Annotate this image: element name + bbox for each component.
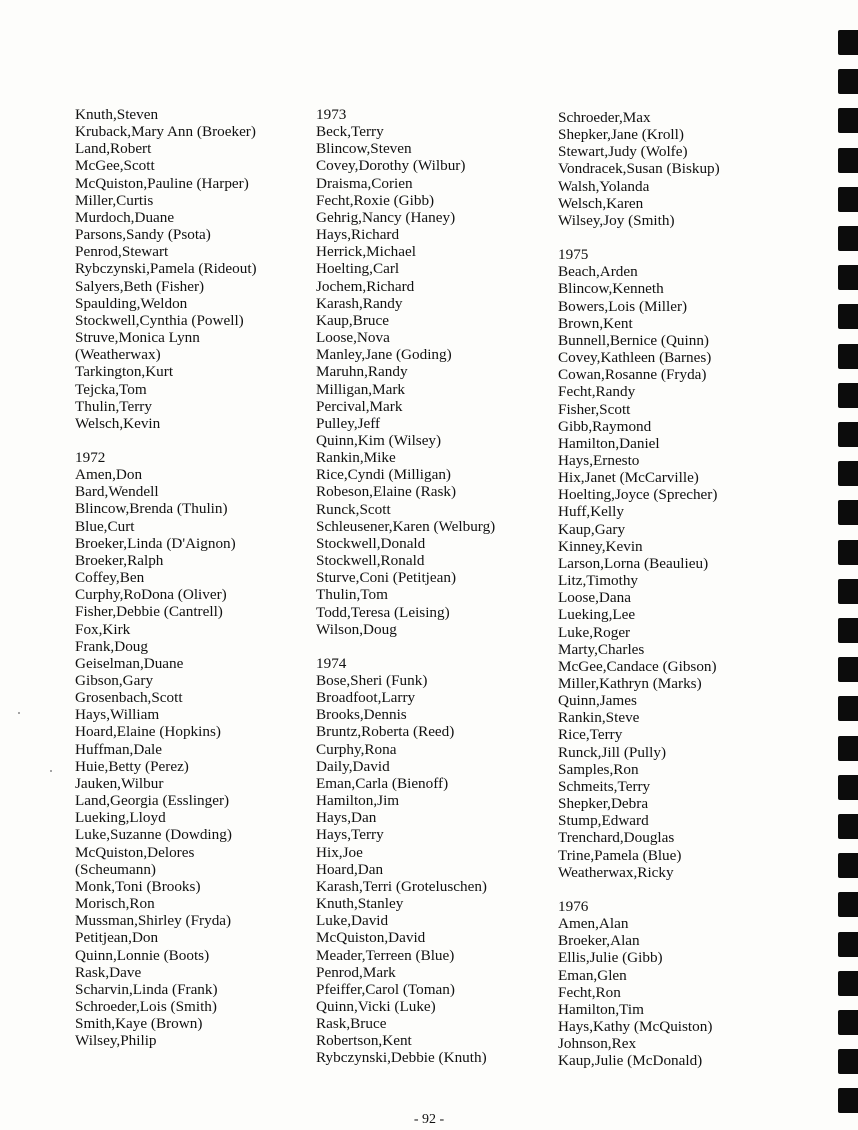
binding-ring [838,1088,858,1113]
name-entry: Weatherwax,Ricky [558,863,674,881]
name-entry: Kaup,Julie (McDonald) [558,1052,703,1070]
name-entry: Stump,Edward [558,812,649,830]
name-entry: Frank,Doug [75,637,148,655]
name-entry: Herrick,Michael [316,243,416,261]
name-entry: Fecht,Roxie (Gibb) [316,191,435,209]
name-entry: Loose,Dana [558,589,631,607]
name-entry: Quinn,Kim (Wilsey) [316,431,442,449]
name-entry: Tarkington,Kurt [75,363,174,381]
name-entry: Bose,Sheri (Funk) [316,672,428,689]
name-entry: Karash,Terri (Groteluschen) [316,877,487,895]
binding-ring [838,657,858,682]
speck [50,770,52,772]
binding-ring [838,422,858,447]
name-entry: Hamilton,Tim [558,1000,644,1018]
name-entry: Todd,Teresa (Leising) [316,603,450,621]
name-entry: Schroeder,Max [558,109,651,126]
name-entry: Meader,Terreen (Blue) [316,946,455,964]
name-entry: Hoelting,Joyce (Sprecher) [558,486,718,504]
page-number: - 92 - [413,1112,445,1127]
name-entry: Beck,Terry [316,123,384,141]
name-entry: Amen,Don [75,466,143,484]
name-column-2 [316,106,556,1067]
name-entry: Hays,Terry [316,826,384,844]
name-entry: Kaup,Gary [558,520,626,538]
name-entry: Draisma,Corien [316,174,413,192]
spiral-binding [836,20,858,1130]
name-entry: Fox,Kirk [75,620,131,638]
name-entry: Miller,Kathryn (Marks) [558,675,702,692]
name-entry: Lueking,Lee [558,606,636,624]
name-entry: Fisher,Debbie (Cantrell) [75,603,223,621]
name-entry: Spaulding,Weldon [75,294,188,312]
name-entry: Huff,Kelly [558,503,624,521]
binding-ring [838,344,858,369]
name-entry: Jochem,Richard [316,277,415,295]
binding-ring [838,187,858,212]
name-entry: Smith,Kaye (Brown) [75,1015,203,1033]
name-entry: Quinn,James [558,692,637,710]
name-entry: Hix,Joe [316,843,363,861]
name-entry: Trenchard,Douglas [558,829,675,847]
name-entry: Knuth,Stanley [316,895,404,913]
name-entry: Broadfoot,Larry [316,689,416,707]
name-column-3 [558,109,758,1069]
name-entry: Broeker,Linda (D'Aignon) [75,534,236,552]
name-entry: Sturve,Coni (Petitjean) [316,569,457,587]
name-entry: Bard,Wendell [75,483,159,501]
binding-ring [838,736,858,761]
name-entry: Blincow,Brenda (Thulin) [75,500,228,518]
name-entry: Stockwell,Donald [316,534,426,552]
name-entry: Hays,Richard [316,226,400,244]
name-entry: Blincow,Steven [316,140,412,158]
name-entry: Manley,Jane (Goding) [316,346,452,364]
name-entry: Trine,Pamela (Blue) [558,846,682,864]
name-entry: Jauken,Wilbur [75,774,164,792]
name-entry: Tejcka,Tom [75,380,147,398]
name-entry: Vondracek,Susan (Biskup) [558,160,720,178]
name-entry: Runck,Jill (Pully) [558,743,667,761]
name-entry: Land,Robert [75,140,152,158]
binding-ring [838,814,858,839]
name-entry: Gibson,Gary [75,672,154,689]
name-entry: Robertson,Kent [316,1032,412,1050]
name-entry: Broeker,Ralph [75,551,164,569]
name-entry: Stockwell,Ronald [316,552,425,570]
name-entry: Monk,Toni (Brooks) [75,877,201,895]
binding-ring [838,1010,858,1035]
name-entry: Petitjean,Don [75,929,159,947]
name-entry: Covey,Dorothy (Wilbur) [316,157,466,175]
name-entry: Hoelting,Carl [316,260,400,278]
year-heading: 1972 [75,448,106,466]
year-heading: 1974 [316,654,347,672]
name-entry: Lueking,Lloyd [75,809,166,827]
name-entry: Brown,Kent [558,314,633,332]
name-entry: Hix,Janet (McCarville) [558,469,699,487]
name-entry: Ellis,Julie (Gibb) [558,949,663,967]
name-entry: Curphy,Rona [316,740,397,758]
binding-ring [838,461,858,486]
name-entry: Gibb,Raymond [558,417,652,435]
name-entry: Quinn,Lonnie (Boots) [75,946,210,964]
binding-ring [838,148,858,173]
speck [18,712,20,714]
name-entry: Maruhn,Randy [316,363,408,381]
name-entry: Percival,Mark [316,397,403,415]
binding-ring [838,696,858,721]
binding-ring [838,69,858,94]
name-entry: Beach,Arden [558,263,638,281]
binding-ring [838,500,858,525]
name-entry: Murdoch,Duane [75,208,175,226]
name-entry: Gehrig,Nancy (Haney) [316,208,456,226]
binding-ring [838,892,858,917]
name-entry: Pfeiffer,Carol (Toman) [316,980,455,998]
name-entry: Bowers,Lois (Miller) [558,297,688,315]
name-entry: Loose,Nova [316,329,390,347]
name-entry: Rankin,Steve [558,709,640,727]
name-entry: Walsh,Yolanda [558,177,650,195]
name-entry: Luke,Roger [558,623,631,641]
name-column-1 [75,106,305,1049]
name-entry: Schmeits,Terry [558,777,651,795]
name-entry: Fecht,Randy [558,383,636,401]
name-entry: Thulin,Tom [316,586,388,604]
name-entry: Luke,David [316,912,389,930]
name-entry: Fecht,Ron [558,983,621,1001]
name-entry: Eman,Glen [558,966,627,984]
name-entry: Quinn,Vicki (Luke) [316,997,436,1015]
name-entry: Blincow,Kenneth [558,280,664,298]
name-entry: Johnson,Rex [558,1035,637,1053]
name-entry: Land,Georgia (Esslinger) [75,792,230,810]
name-entry: Robeson,Elaine (Rask) [316,483,457,501]
name-entry: Parsons,Sandy (Psota) [75,226,211,244]
name-entry: Morisch,Ron [75,895,155,913]
binding-ring [838,618,858,643]
name-entry: Bunnell,Bernice (Quinn) [558,331,709,349]
name-entry: Wilsey,Joy (Smith) [558,211,675,229]
name-entry: Rankin,Mike [316,449,396,467]
name-entry: Cowan,Rosanne (Fryda) [558,366,707,384]
binding-ring [838,383,858,408]
year-heading: 1975 [558,246,589,264]
name-entry: Karash,Randy [316,294,403,312]
name-entry: Kinney,Kevin [558,537,643,555]
year-heading: 1976 [558,897,589,915]
name-entry: Stewart,Judy (Wolfe) [558,143,688,161]
name-entry: Litz,Timothy [558,572,639,590]
name-entry: Wilson,Doug [316,620,397,638]
name-entry: Runck,Scott [316,500,391,518]
name-entry: Rice,Terry [558,726,623,744]
binding-ring [838,579,858,604]
binding-ring [838,853,858,878]
name-entry: Covey,Kathleen (Barnes) [558,349,712,367]
name-entry: Hamilton,Jim [316,792,400,810]
name-entry: Huffman,Dale [75,740,163,758]
name-entry: Rice,Cyndi (Milligan) [316,466,451,484]
name-entry: Kaup,Bruce [316,311,389,329]
name-entry: Hays,William [75,706,160,724]
name-entry: Miller,Curtis [75,191,154,209]
name-entry: Schroeder,Lois (Smith) [75,997,217,1015]
name-entry: Rybczynski,Pamela (Rideout) [75,260,257,278]
name-entry: McQuiston,Delores [75,843,195,861]
binding-ring [838,932,858,957]
name-entry: Shepker,Debra [558,795,649,813]
binding-ring [838,226,858,251]
name-entry: Hamilton,Daniel [558,434,660,452]
name-entry: Pulley,Jeff [316,414,381,432]
name-entry: Curphy,RoDona (Oliver) [75,586,227,604]
binding-ring [838,1049,858,1074]
name-entry: Daily,David [316,757,390,775]
name-entry: Broeker,Alan [558,932,640,950]
name-entry: (Scheumann) [75,860,156,878]
name-entry: Brooks,Dennis [316,706,407,724]
name-entry: Milligan,Mark [316,380,406,398]
binding-ring [838,304,858,329]
name-entry: Blue,Curt [75,517,135,535]
name-entry: Bruntz,Roberta (Reed) [316,723,455,741]
name-entry: Hays,Dan [316,809,377,827]
name-entry: McGee,Scott [75,157,155,175]
name-entry: Eman,Carla (Bienoff) [316,774,449,792]
name-entry: Amen,Alan [558,915,629,933]
name-entry: Coffey,Ben [75,569,145,587]
name-entry: Shepker,Jane (Kroll) [558,126,684,144]
name-entry: McGee,Candace (Gibson) [558,657,717,675]
binding-ring [838,108,858,133]
binding-ring [838,775,858,800]
binding-ring [838,971,858,996]
name-entry: Rybczynski,Debbie (Knuth) [316,1049,487,1067]
name-entry: Grosenbach,Scott [75,689,183,707]
name-entry: Scharvin,Linda (Frank) [75,980,218,998]
name-entry: Larson,Lorna (Beaulieu) [558,554,709,572]
name-entry: Hoard,Dan [316,860,384,878]
binding-ring [838,30,858,55]
name-entry: Rask,Dave [75,963,142,981]
name-entry: Geiselman,Duane [75,654,184,672]
name-entry: Rask,Bruce [316,1015,387,1033]
name-entry: Welsch,Kevin [75,414,161,432]
name-entry: (Weatherwax) [75,346,161,364]
name-entry: Hoard,Elaine (Hopkins) [75,723,221,741]
name-entry: Schleusener,Karen (Welburg) [316,517,496,535]
name-entry: McQuiston,David [316,929,426,947]
name-entry: Stockwell,Cynthia (Powell) [75,311,244,329]
year-heading: 1973 [316,106,347,123]
name-entry: Wilsey,Philip [75,1032,157,1050]
name-entry: Hays,Ernesto [558,451,640,469]
name-entry: Marty,Charles [558,640,645,658]
name-entry: Mussman,Shirley (Fryda) [75,912,232,930]
name-entry: Huie,Betty (Perez) [75,757,189,775]
binding-ring [838,265,858,290]
name-entry: Hays,Kathy (McQuiston) [558,1017,713,1035]
name-entry: Struve,Monica Lynn [75,329,200,347]
name-entry: Knuth,Steven [75,106,159,123]
name-entry: Luke,Suzanne (Dowding) [75,826,232,844]
name-entry: Penrod,Stewart [75,243,169,261]
name-entry: Welsch,Karen [558,194,644,212]
name-entry: Penrod,Mark [316,963,396,981]
binding-ring [838,540,858,565]
name-entry: Samples,Ron [558,760,639,778]
name-entry: Salyers,Beth (Fisher) [75,277,205,295]
name-entry: Thulin,Terry [75,397,152,415]
name-entry: McQuiston,Pauline (Harper) [75,174,249,192]
name-entry: Kruback,Mary Ann (Broeker) [75,123,256,141]
name-entry: Fisher,Scott [558,400,631,418]
